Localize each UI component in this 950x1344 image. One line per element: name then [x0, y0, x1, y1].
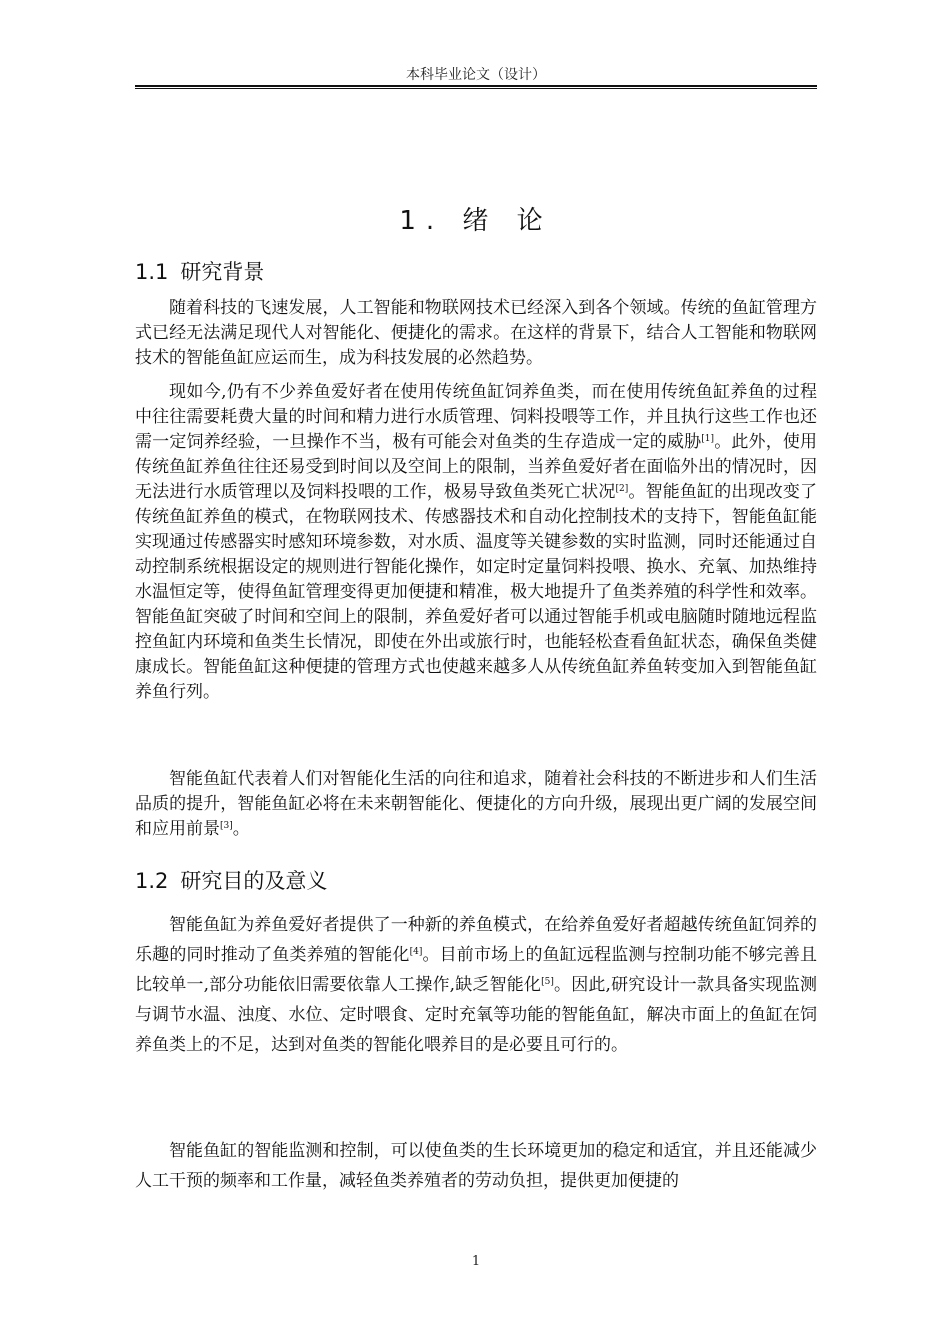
section-number: 1.1 [135, 260, 169, 284]
page-number: 1 [471, 1254, 481, 1269]
paragraph-text: 智能鱼缸为养鱼爱好者提供了一种新的养鱼模式，在给养鱼爱好者超越传统鱼缸饲养的乐趣的同时推动了鱼类养殖的智能化 [135, 915, 817, 965]
paragraph-5 [135, 1136, 817, 1196]
section-title: 研究背景 [180, 260, 265, 284]
paragraph-text: 。此外，使用传统鱼缸养鱼往往还易受到时间以及空间上的限制，当养鱼爱好者在面临外出的情况时，因无法进行水质管理以及饲料投喂的工作，极易导致鱼类死亡状况 [135, 432, 818, 502]
section-heading-1-2 [135, 865, 327, 895]
header-rule-thick [135, 85, 817, 87]
paragraph-3 [135, 767, 817, 842]
paragraph-text: 现如今,仍有不少养鱼爱好者在使用传统鱼缸饲养鱼类，而在使用传统鱼缸养鱼的过程中往往需要耗费大量的时间和精力进行水质管理、饲料投喂等工作，并且执行这些工作也还需一定饲养经验，一旦操作不当，极有可能会对鱼类的生存造成一定的威胁 [135, 382, 817, 452]
section-number: 1.2 [135, 869, 169, 893]
paragraph-1 [135, 296, 817, 371]
paragraph-4 [135, 910, 817, 1060]
paragraph-text: 。智能鱼缸的出现改变了传统鱼缸养鱼的模式，在物联网技术、传感器技术和自动化控制技术的支持下，智能鱼缸能实现通过传感器实时感知环境参数，对水质、温度等关键参数的实时监测，同时还能通过自动控制系统根据设定的规则进行智能化操作，如定时定量饲料投喂、换水、充氧、加热维持水温恒定等，使得鱼缸管理变得更加便捷和精准，极大地提升了鱼类养殖的科学性和效率。智能鱼缸突破了时间和空间上的限制，养鱼爱好者可以通过智能手机或电脑随时随地远程监控鱼缸内环境和鱼类生长情况，即使在外出或旅行时，也能轻松查看鱼缸状态，确保鱼类健康成长。智能鱼缸这种便捷的管理方式也使越来越多人从传统鱼缸养鱼转变加入到智能鱼缸养鱼行列。 [135, 482, 818, 702]
running-header: 本科毕业论文（设计） [406, 67, 546, 83]
paragraph-text: 随着科技的飞速发展，人工智能和物联网技术已经深入到各个领域。传统的鱼缸管理方式已经无法满足现代人对智能化、便捷化的需求。在这样的背景下，结合人工智能和物联网技术的智能鱼缸应运而生，成为科技发展的必然趋势。 [135, 298, 817, 368]
paragraph-text: 智能鱼缸代表着人们对智能化生活的向往和追求，随着社会科技的不断进步和人们生活品质的提升，智能鱼缸必将在未来朝智能化、便捷化的方向升级，展现出更广阔的发展空间和应用前景 [135, 769, 817, 839]
paragraph-text: 智能鱼缸的智能监测和控制，可以使鱼类的生长环境更加的稳定和适宜，并且还能减少人工干预的频率和工作量，减轻鱼类养殖者的劳动负担，提供更加便捷的 [135, 1141, 817, 1191]
section-title: 研究目的及意义 [180, 869, 328, 893]
citation: [1] [701, 434, 715, 444]
citation: [5] [541, 977, 554, 987]
paragraph-text: 。因此,研究设计一款具备实现监测与调节水温、浊度、水位、定时喂食、定时充氧等功能的智能鱼缸，解决市面上的鱼缸在饲养鱼类上的不足，达到对鱼类的智能化喂养目的是必要且可行的。 [135, 975, 818, 1055]
chapter-title: 1. 绪 论 [399, 206, 553, 236]
paragraph-2 [135, 380, 817, 705]
paragraph-text: 。目前市场上的鱼缸远程监测与控制功能不够完善且比较单一,部分功能依旧需要依靠人工操作,缺乏智能化 [135, 945, 818, 995]
section-heading-1-1 [135, 256, 264, 286]
citation: [3] [220, 821, 233, 831]
citation: [2] [615, 484, 629, 494]
paragraph-text: 。 [232, 819, 250, 839]
header-rule-thin [135, 88, 817, 89]
citation: [4] [409, 947, 423, 957]
